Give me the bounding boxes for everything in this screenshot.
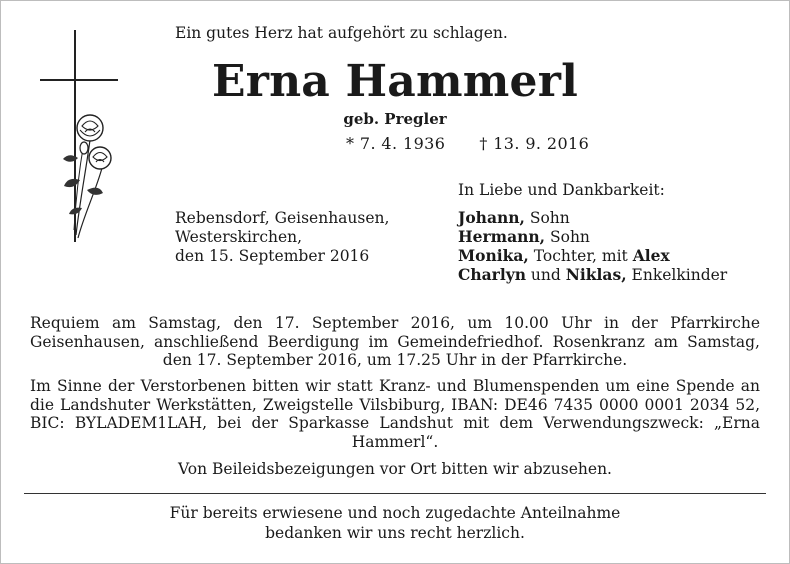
- donation-paragraph: Im Sinne der Verstorbenen bitten wir statt Kranz- und Blumenspenden um eine Spende an die Landshuter Werkstätten, Zweigstelle Vilsbiburg, IBAN: DE46 7435 0000 0001 2034 52, BIC: BYLADEM1LAH, bei der Sparkasse Landshut mit dem Verwendungszweck: „Erna Hammerl“.: [30, 377, 760, 451]
- place-date-line: den 15. September 2016: [175, 247, 370, 265]
- mourner-name: Hermann,: [458, 227, 546, 246]
- thanks-line: bedanken wir uns recht herzlich.: [265, 524, 525, 542]
- thanks-line: Für bereits erwiesene und noch zugedachte Anteilnahme: [169, 504, 621, 522]
- condolence-note: Von Beileidsbezeigungen vor Ort bitten wir abzusehen.: [178, 460, 612, 478]
- mourner-relation: Enkelkinder: [631, 266, 728, 284]
- requiem-paragraph: Requiem am Samstag, den 17. September 2016, um 10.00 Uhr in der Pfarrkirche Geisenhausen, anschließend Beerdigung im Gemeindefriedhof. Rosenkranz am Samstag, den 17. September 2016, um 17.25 Uhr in der Pfarrkirche.: [30, 314, 760, 369]
- mourner-line: [458, 228, 590, 246]
- mourner-name: Monika,: [458, 246, 529, 265]
- mourner-conjunction: und: [530, 266, 561, 284]
- mourner-line: [458, 266, 727, 284]
- mourner-relation: Sohn: [550, 228, 590, 246]
- place-line: Westerskirchen,: [175, 228, 303, 246]
- deceased-name: Erna Hammerl: [211, 56, 579, 107]
- divider: [24, 493, 766, 494]
- place-line: Rebensdorf, Geisenhausen,: [175, 209, 390, 227]
- dedication-line: In Liebe und Dankbarkeit:: [458, 181, 665, 199]
- birth-date: * 7. 4. 1936: [346, 134, 446, 153]
- mourner-line: [458, 209, 570, 227]
- mourner-name: Niklas,: [565, 265, 627, 284]
- life-dates: [346, 134, 589, 153]
- intro-line: Ein gutes Herz hat aufgehört zu schlagen.: [175, 24, 508, 42]
- mourner-relation: Tochter, mit: [533, 247, 628, 265]
- death-date: † 13. 9. 2016: [479, 134, 590, 153]
- mourner-relation: Sohn: [529, 209, 570, 227]
- mourner-name: Johann,: [458, 208, 525, 227]
- mourner-line: [458, 247, 670, 265]
- mourner-name: Charlyn: [458, 265, 526, 284]
- mourner-name: Alex: [632, 246, 670, 265]
- maiden-name: geb. Pregler: [343, 110, 447, 128]
